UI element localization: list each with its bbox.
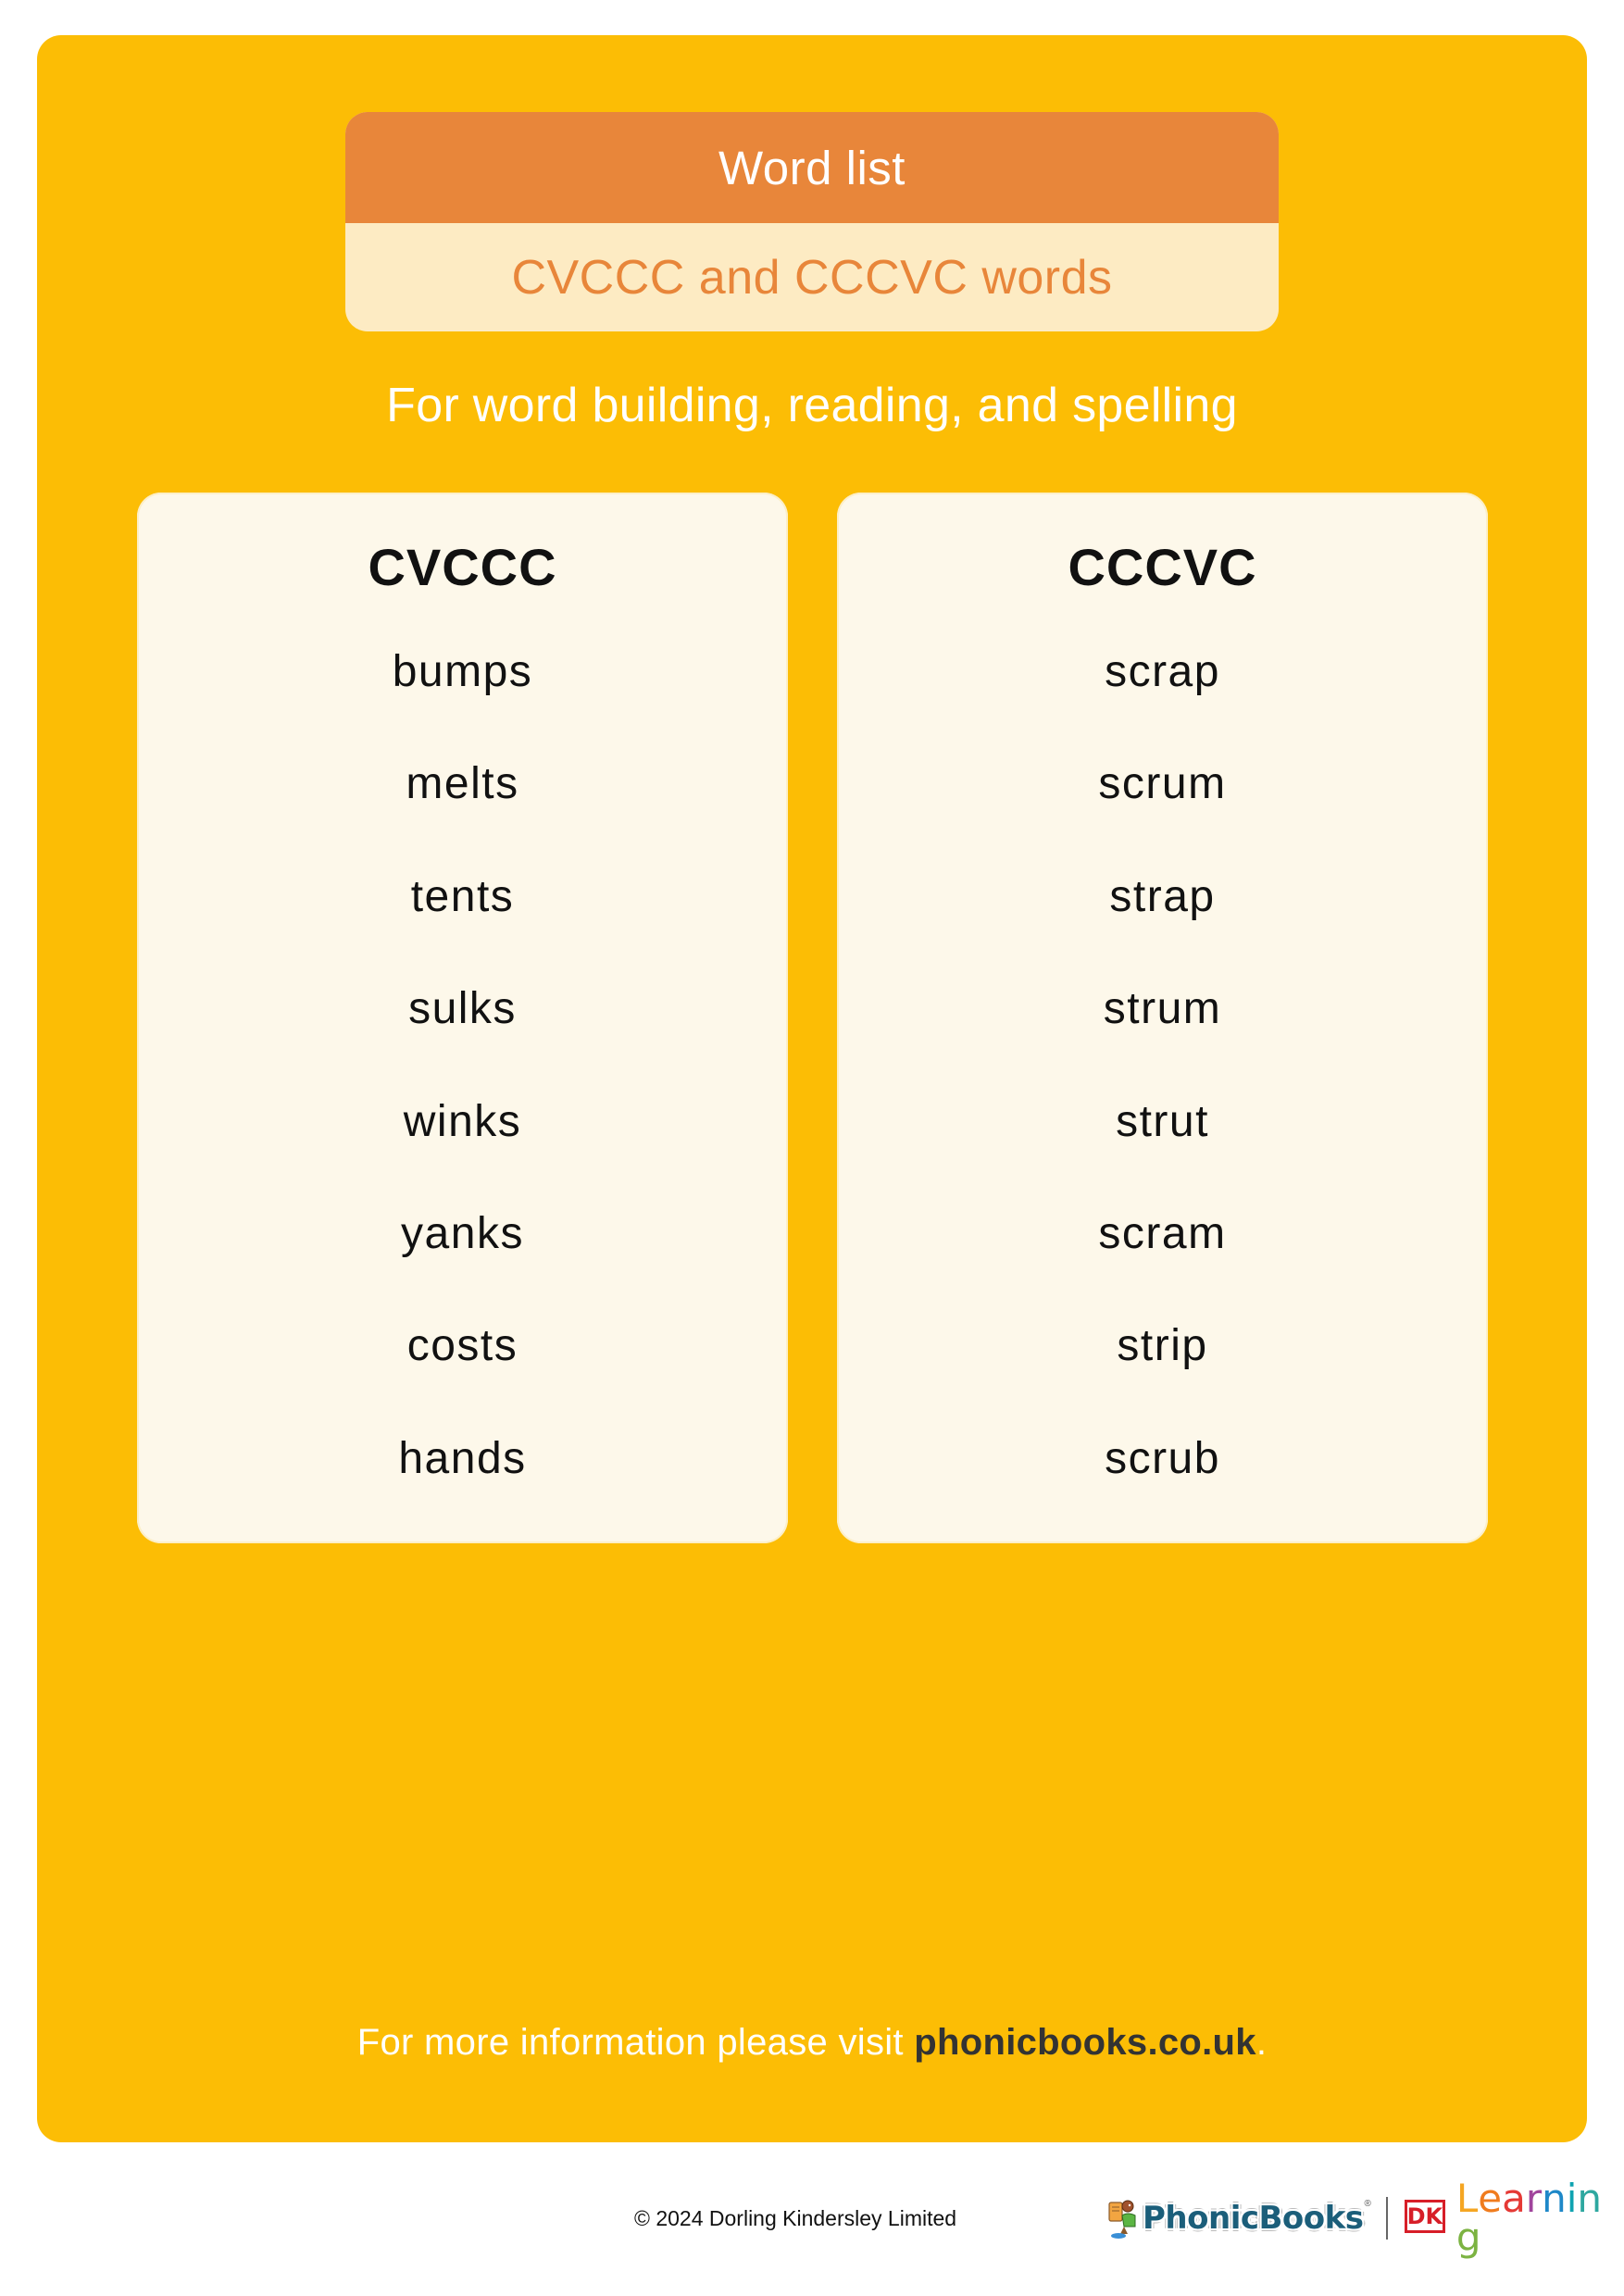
list-item: strip <box>1117 1321 1208 1371</box>
list-item: scrap <box>1105 647 1220 696</box>
registered-mark: ® <box>1364 2199 1371 2209</box>
phonicbooks-link[interactable]: phonicbooks.co.uk <box>914 2022 1256 2063</box>
list-item: costs <box>406 1321 518 1371</box>
page-title: Word list <box>345 112 1279 223</box>
list-item: hands <box>398 1433 527 1483</box>
phonicbooks-logo <box>1107 2197 1371 2240</box>
dk-logo-icon: DK <box>1405 2200 1445 2233</box>
page-subtitle: CVCCC and CCCVC words <box>511 250 1113 305</box>
word-card-cvccc <box>137 493 788 1543</box>
footer-logos <box>1107 2176 1624 2260</box>
list-item: scrub <box>1105 1433 1220 1483</box>
list-item: sulks <box>408 984 517 1034</box>
list-item: strum <box>1103 984 1222 1034</box>
more-info-line <box>37 2022 1587 2064</box>
learning-letter: a <box>1502 2176 1526 2221</box>
more-info-period: . <box>1255 2022 1268 2063</box>
list-item: scram <box>1098 1208 1227 1258</box>
mascot-reading-icon <box>1107 2197 1141 2240</box>
learning-letter: L <box>1455 2176 1479 2221</box>
list-item: bumps <box>392 647 533 696</box>
learning-letter: n <box>1577 2176 1603 2221</box>
learning-letter: n <box>1542 2176 1567 2221</box>
tagline: For word building, reading, and spelling <box>386 379 1238 432</box>
learning-letter: g <box>1455 2215 1481 2260</box>
more-info-text: For more information please visit <box>356 2022 915 2063</box>
learning-letter: i <box>1566 2176 1578 2221</box>
list-item: tents <box>410 871 515 921</box>
card-heading: CCCVC <box>1068 538 1257 596</box>
copyright: © 2024 Dorling Kindersley Limited <box>634 2206 957 2230</box>
list-item: scrum <box>1098 759 1227 809</box>
logo-divider <box>1386 2197 1388 2240</box>
word-list <box>137 635 788 1534</box>
list-item: strut <box>1116 1096 1209 1146</box>
word-list <box>837 635 1488 1534</box>
list-item: yanks <box>401 1208 524 1258</box>
list-item: strap <box>1109 871 1216 921</box>
word-card-cccvc <box>837 493 1488 1543</box>
title-box <box>345 112 1279 331</box>
list-item: melts <box>406 759 519 809</box>
learning-letter: r <box>1525 2176 1543 2221</box>
card-heading: CVCCC <box>368 538 557 596</box>
learning-letter: e <box>1478 2176 1503 2221</box>
learning-wordmark <box>1455 2176 1624 2260</box>
list-item: winks <box>403 1096 522 1146</box>
phonicbooks-wordmark: PhonicBooks <box>1143 2200 1364 2237</box>
